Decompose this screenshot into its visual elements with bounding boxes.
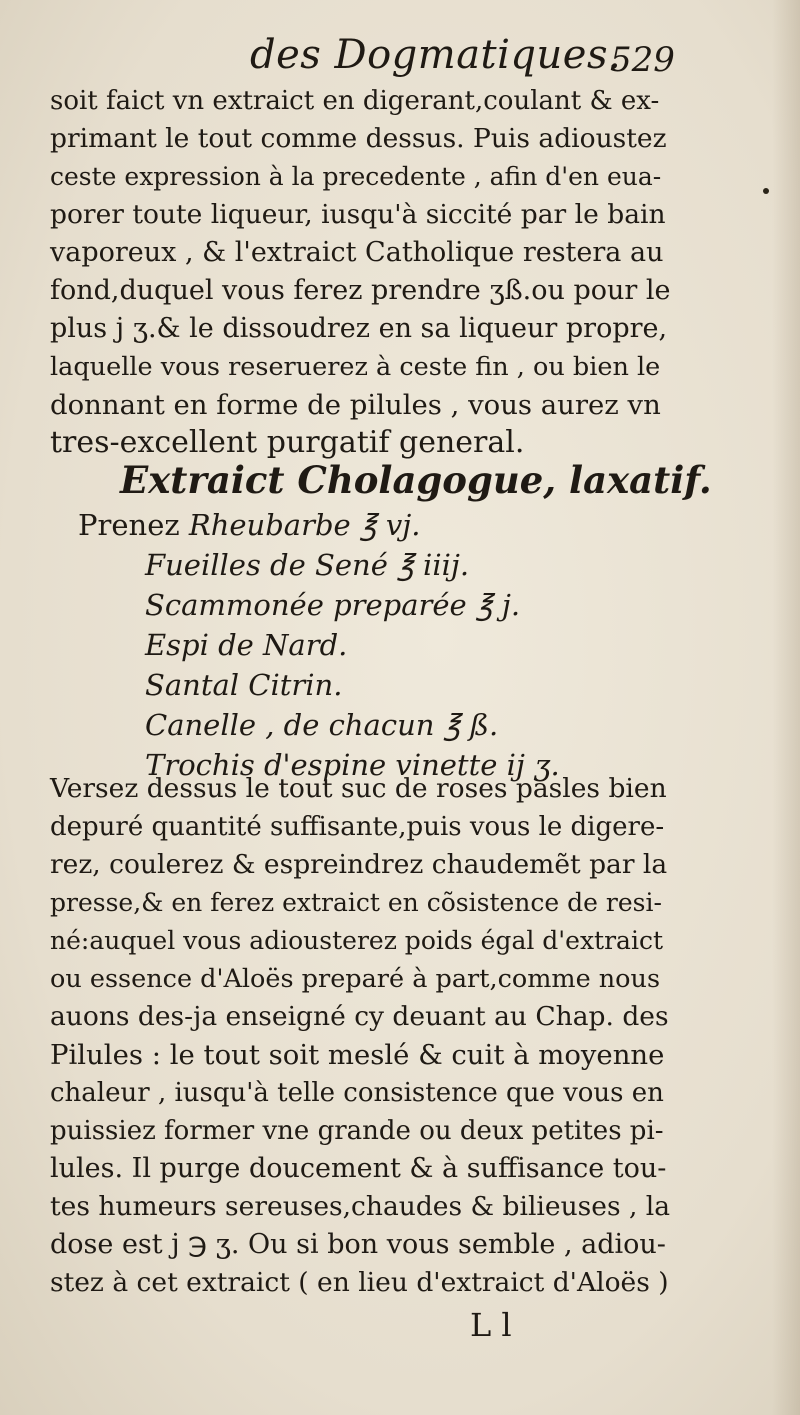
recipe-item xyxy=(78,505,420,545)
recipe-item xyxy=(145,585,520,625)
text-line: rez, coulerez & espreindrez chaudemẽt par la xyxy=(50,849,668,880)
text-line: primant le tout comme dessus. Puis adioustez xyxy=(50,123,667,154)
recipe-ingredient: Fueilles de Sené ℥ iiij. xyxy=(145,548,470,582)
recipe-item xyxy=(145,545,469,585)
text-line: lules. Il purge doucement & à suffisance tou- xyxy=(50,1153,667,1184)
text-line: chaleur , iusqu'à telle consistence que vous en xyxy=(50,1078,664,1108)
recipe-item xyxy=(145,625,347,665)
text-line: ceste expression à la precedente , afin d'en eua- xyxy=(50,162,662,191)
text-line: vaporeux , & l'extraict Catholique restera au xyxy=(50,237,664,268)
text-line: né:auquel vous adiousterez poids égal d'extraict xyxy=(50,926,664,955)
text-line: fond,duquel vous ferez prendre ʒß.ou pour le xyxy=(50,275,671,306)
text-line: porer toute liqueur, iusqu'à siccité par le bain xyxy=(50,199,666,230)
running-title: des Dogmatiques. xyxy=(250,32,622,78)
ink-speck xyxy=(763,188,769,194)
text-line: Versez dessus le tout suc de roses pasles bien xyxy=(50,773,667,804)
recipe-ingredient: Rheubarbe ℥ vj. xyxy=(188,508,421,542)
page-edge-shadow xyxy=(772,0,800,1415)
signature-mark: L l xyxy=(470,1306,512,1344)
text-line: plus j ʒ.& le dissoudrez en sa liqueur propre, xyxy=(50,313,668,344)
recipe-item xyxy=(145,705,498,745)
text-line: stez à cet extraict ( en lieu d'extraict d'Aloës ) xyxy=(50,1267,669,1298)
recipe-ingredient: Santal Citrin. xyxy=(145,668,343,702)
text-line: ou essence d'Aloës preparé à part,comme nous xyxy=(50,964,661,994)
recipe-ingredient: Canelle , de chacun ℥ ß. xyxy=(145,708,499,742)
recipe-lead: Prenez xyxy=(78,508,189,542)
text-line: soit faict vn extraict en digerant,coulant & ex- xyxy=(50,86,660,116)
text-line: puissiez former vne grande ou deux petites pi- xyxy=(50,1116,664,1146)
recipe-ingredient: Scammonée preparée ℥ j. xyxy=(145,588,521,622)
text-line: donnant en forme de pilules , vous aurez vn xyxy=(50,389,661,421)
text-line: laquelle vous reseruerez à ceste fin , ou bien le xyxy=(50,352,661,382)
text-line: tes humeurs sereuses,chaudes & bilieuses , la xyxy=(50,1191,671,1222)
recipe-ingredient: Trochis d'espine vinette ij ʒ. xyxy=(145,748,560,782)
text-line: presse,& en ferez extraict en cõsistence de resi- xyxy=(50,888,662,917)
page-header xyxy=(0,18,800,88)
recipe-item xyxy=(145,665,342,705)
recipe-ingredient: Espi de Nard. xyxy=(145,628,348,662)
section-heading: Extraict Cholagogue, laxatif. xyxy=(120,458,712,502)
text-line: dose est j ℈ ʒ. Ou si bon vous semble , adiou- xyxy=(50,1229,666,1260)
text-line: Pilules : le tout soit meslé & cuit à moyenne xyxy=(50,1039,665,1071)
text-line: tres-excellent purgatif general. xyxy=(50,425,525,460)
page-number: 529 xyxy=(610,40,675,80)
text-line: auons des-ja enseigné cy deuant au Chap. des xyxy=(50,1001,669,1032)
text-line: depuré quantité suffisante,puis vous le digere- xyxy=(50,812,665,842)
